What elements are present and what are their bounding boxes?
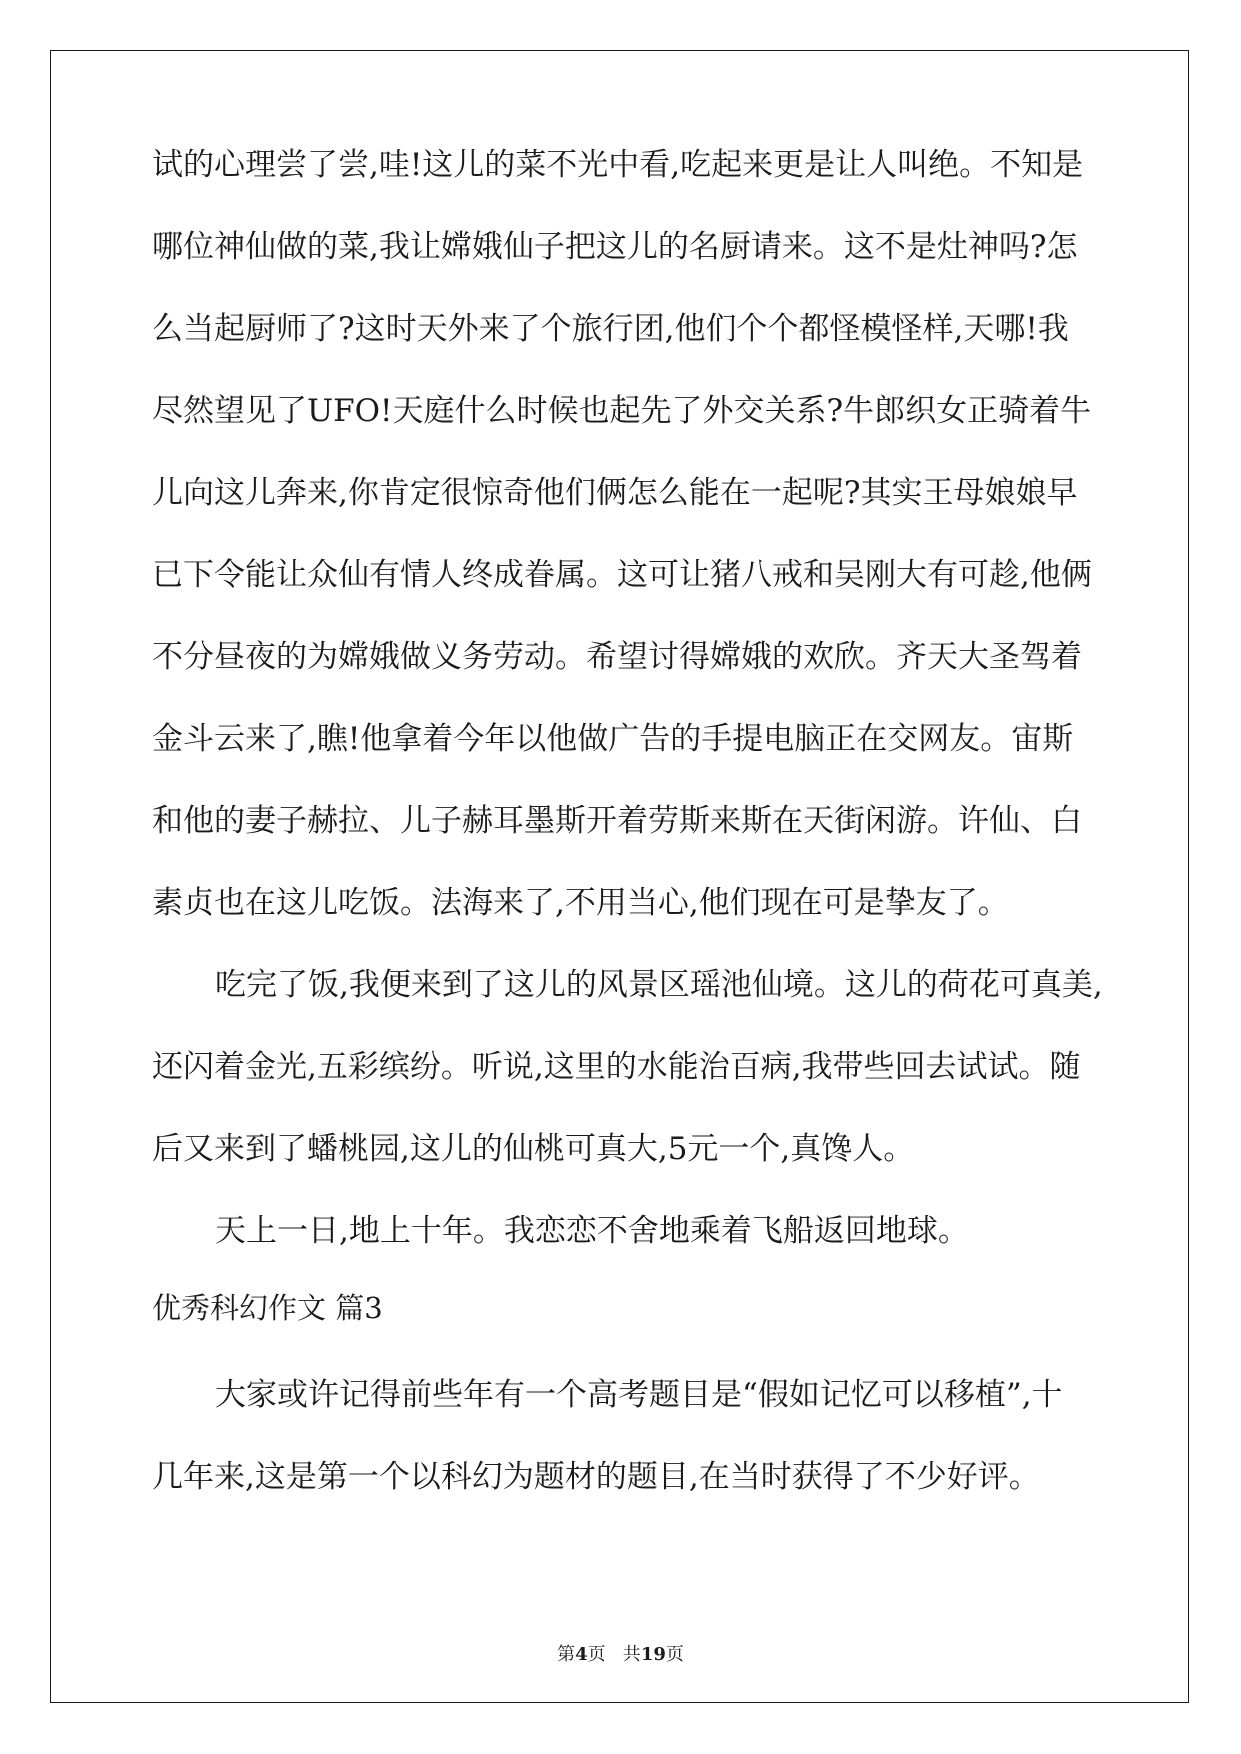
- text-line: 么当起厨师了?这时天外来了个旅行团,他们个个都怪模怪样,天哪!我: [152, 311, 1069, 347]
- footer-total-pages: 19: [640, 1644, 666, 1665]
- text-line: 几年来,这是第一个以科幻为题材的题目,在当时获得了不少好评。: [152, 1459, 1040, 1495]
- text-line: 天上一日,地上十年。我恋恋不舍地乘着飞船返回地球。: [215, 1213, 969, 1249]
- text-line: 吃完了饭,我便来到了这儿的风景区瑶池仙境。这儿的荷花可真美,: [215, 967, 1103, 1003]
- footer-mid: 页 共: [587, 1644, 641, 1665]
- page-border: [50, 50, 1189, 1703]
- text-line: 试的心理尝了尝,哇!这儿的菜不光中看,吃起来更是让人叫绝。不知是: [152, 147, 1084, 183]
- footer-prefix: 第: [557, 1644, 576, 1665]
- text-line: 哪位神仙做的菜,我让嫦娥仙子把这儿的名厨请来。这不是灶神吗?怎: [152, 229, 1078, 265]
- text-line: 已下令能让众仙有情人终成眷属。这可让猪八戒和吴刚大有可趁,他俩: [152, 557, 1092, 593]
- page-footer: [0, 1640, 1241, 1666]
- text-line: 儿向这儿奔来,你肯定很惊奇他们俩怎么能在一起呢?其实王母娘娘早: [152, 475, 1078, 511]
- text-line: 和他的妻子赫拉、儿子赫耳墨斯开着劳斯来斯在天街闲游。许仙、白: [152, 803, 1082, 839]
- footer-suffix: 页: [665, 1644, 684, 1665]
- text-line: 尽然望见了UFO!天庭什么时候也起先了外交关系?牛郎织女正骑着牛: [152, 393, 1092, 429]
- text-line: 还闪着金光,五彩缤纷。听说,这里的水能治百病,我带些回去试试。随: [152, 1049, 1081, 1085]
- text-line: 素贞也在这儿吃饭。法海来了,不用当心,他们现在可是挚友了。: [152, 885, 1009, 921]
- section-heading: 优秀科幻作文 篇3: [152, 1291, 383, 1325]
- text-line: 后又来到了蟠桃园,这儿的仙桃可真大,5元一个,真馋人。: [152, 1131, 915, 1167]
- text-line: 不分昼夜的为嫦娥做义务劳动。希望讨得嫦娥的欢欣。齐天大圣驾着: [152, 639, 1082, 675]
- text-line: 金斗云来了,瞧!他拿着今年以他做广告的手提电脑正在交网友。宙斯: [152, 721, 1074, 757]
- footer-page-number: 4: [575, 1644, 588, 1665]
- text-line: 大家或许记得前些年有一个高考题目是“假如记忆可以移植”,十: [215, 1377, 1063, 1413]
